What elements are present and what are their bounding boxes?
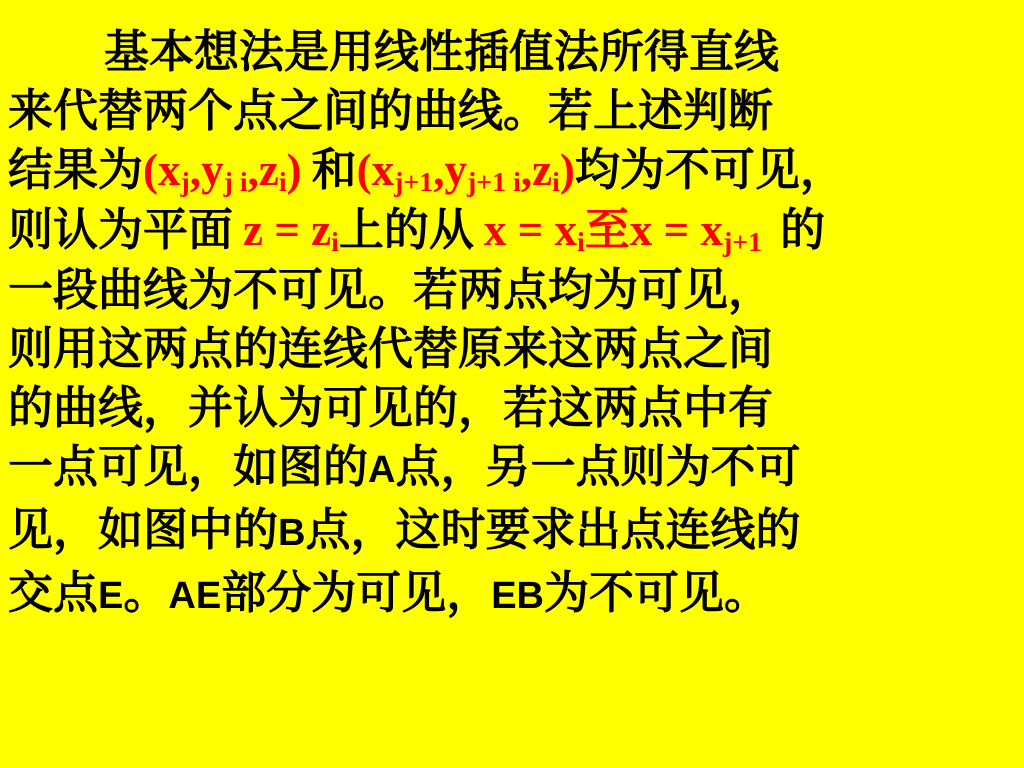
formula-a-sub-j: j — [180, 167, 190, 199]
text-line-8 — [8, 437, 1016, 500]
line-4-zhi: 至 — [584, 204, 630, 255]
formula-point-j-plus-1 — [356, 145, 575, 199]
formula-x2-sub: j+1 — [722, 227, 763, 259]
formula-x-end — [629, 205, 763, 259]
point-label-a: A — [368, 449, 396, 491]
line-10-punct: 。 — [123, 567, 169, 618]
line-2-text: 来代替两个点之间的曲线。若上述判断 — [8, 85, 774, 136]
text-line-2 — [8, 81, 1016, 140]
line-10-mid: 部分为可见， — [221, 567, 492, 618]
formula-plane-z — [243, 205, 339, 259]
line-6-text: 则用这两点的连线代替原来这两点之间 — [8, 323, 774, 374]
line-10-suffix: 为不可见。 — [544, 567, 770, 618]
text-line-4 — [8, 200, 1016, 260]
formula-x2-text: x = x — [629, 205, 723, 255]
line-3-prefix: 结果为 — [8, 144, 144, 195]
formula-b-close: ) — [559, 145, 575, 195]
text-line-3 — [8, 140, 1016, 200]
line-9-suffix: 点，这时要求出点连线的 — [305, 504, 801, 555]
formula-x-start — [483, 205, 585, 259]
segment-label-eb: EB — [491, 575, 544, 617]
text-line-6 — [8, 319, 1016, 378]
line-8-suffix: 点，另一点则为不可 — [395, 441, 801, 492]
formula-a-sub-i: i — [278, 167, 287, 199]
line-3-and: 和 — [311, 144, 357, 195]
line-4-suffix: 的 — [780, 204, 826, 255]
formula-a-close: ) — [286, 145, 302, 195]
formula-a-sub-ji: j i — [223, 167, 248, 199]
text-line-7 — [8, 378, 1016, 437]
formula-a-open: (x — [143, 145, 181, 195]
point-label-b: B — [278, 512, 306, 554]
formula-b-sub-j1i: j+1 i — [466, 167, 521, 199]
formula-b-open: (x — [356, 145, 395, 195]
formula-z-sub: i — [331, 227, 339, 259]
slide-body-text — [8, 22, 1016, 626]
formula-z-text: z = z — [243, 205, 332, 255]
formula-point-j — [143, 145, 302, 199]
line-1-text: 基本想法是用线性插值法所得直线 — [104, 26, 780, 77]
segment-label-ae: AE — [168, 575, 222, 617]
line-7-text: 的曲线，并认为可见的，若这两点中有 — [8, 382, 774, 433]
formula-b-sub-i: i — [552, 167, 560, 199]
text-line-10 — [8, 563, 1016, 626]
line-4-prefix: 则认为平面 — [8, 204, 234, 255]
text-line-5 — [8, 260, 1016, 319]
line-5-text: 一段曲线为不可见。若两点均为可见， — [8, 264, 774, 315]
formula-a-mid-y: ,y — [189, 145, 224, 195]
formula-b-sub-j1: j+1 — [394, 167, 434, 199]
formula-a-mid-z: ,z — [247, 145, 279, 195]
line-8-prefix: 一点可见，如图的 — [8, 441, 369, 492]
text-line-1 — [8, 22, 1016, 81]
formula-x1-text: x = x — [483, 205, 578, 255]
line-10-prefix: 交点 — [8, 567, 99, 618]
line-9-prefix: 见，如图中的 — [8, 504, 279, 555]
formula-b-mid-y: ,y — [433, 145, 467, 195]
line-3-suffix: 均为不可见， — [574, 144, 845, 195]
formula-x1-sub: i — [577, 227, 585, 259]
text-line-9 — [8, 500, 1016, 563]
line-4-mid: 上的从 — [338, 204, 474, 255]
point-label-e: E — [98, 575, 124, 617]
formula-b-mid-z: ,z — [520, 145, 553, 195]
